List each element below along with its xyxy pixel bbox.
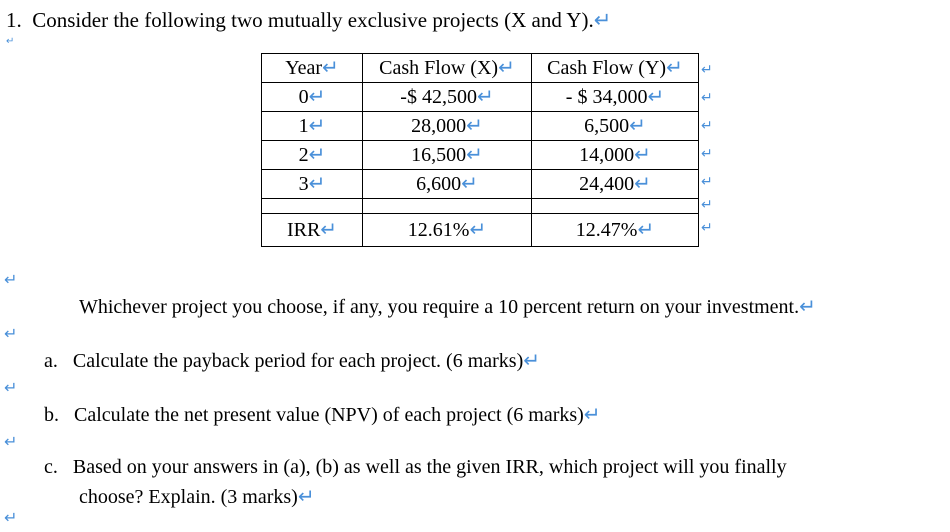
return-mark-icon: ↵ — [701, 197, 713, 213]
cash-flow-table — [261, 53, 699, 247]
question-text: Consider the following two mutually exclusive projects (X and Y). — [32, 8, 594, 32]
return-mark-icon: ↵ — [701, 146, 713, 162]
return-mark-icon: ↵ — [4, 508, 18, 527]
table-row — [262, 83, 699, 112]
return-mark-icon: ↵ — [4, 270, 18, 289]
table-row — [262, 141, 699, 170]
header-cash-flow-y: Cash Flow (Y)↵ — [532, 54, 699, 83]
cell-empty — [363, 199, 532, 214]
item-c: c. Based on your answers in (a), (b) as well as the given IRR, which project will you finally — [44, 456, 787, 478]
cell-irr-x: 12.61%↵ — [363, 214, 532, 247]
question-number: 1. — [6, 8, 22, 32]
return-mark-icon: ↵ — [701, 174, 713, 190]
cell-y: 24,400↵ — [532, 170, 699, 199]
return-mark-icon: ↵ — [701, 90, 713, 106]
cell-y: 6,500↵ — [532, 112, 699, 141]
cell-y: - $ 34,000↵ — [532, 83, 699, 112]
cell-empty — [532, 199, 699, 214]
cell-year: 2↵ — [262, 141, 363, 170]
statement: Whichever project you choose, if any, you require a 10 percent return on your investment.↵ — [79, 294, 816, 318]
return-mark-icon: ↵ — [701, 220, 713, 236]
item-b: b. Calculate the net present value (NPV) of each project (6 marks)↵ — [44, 402, 601, 426]
cell-x: 28,000↵ — [363, 112, 532, 141]
table-row-irr — [262, 214, 699, 247]
return-mark-icon: ↵ — [4, 432, 18, 451]
cell-year: 1↵ — [262, 112, 363, 141]
cell-x: -$ 42,500↵ — [363, 83, 532, 112]
row-end-marks — [701, 56, 721, 242]
cell-irr-y: 12.47%↵ — [532, 214, 699, 247]
table-row — [262, 170, 699, 199]
item-a: a. Calculate the payback period for each project. (6 marks)↵ — [44, 348, 541, 372]
header-year: Year↵ — [262, 54, 363, 83]
cell-empty — [262, 199, 363, 214]
header-cash-flow-x: Cash Flow (X)↵ — [363, 54, 532, 83]
cell-x: 6,600↵ — [363, 170, 532, 199]
cell-irr-label: IRR↵ — [262, 214, 363, 247]
return-mark-icon: ↵ — [4, 378, 18, 397]
table-header-row — [262, 54, 699, 83]
return-mark-icon: ↵ — [701, 118, 713, 134]
return-mark-icon: ↵ — [701, 62, 713, 78]
cell-x: 16,500↵ — [363, 141, 532, 170]
table-row-empty — [262, 199, 699, 214]
table-row — [262, 112, 699, 141]
return-mark-icon: ↵ — [593, 8, 612, 32]
item-c-continued: choose? Explain. (3 marks)↵ — [79, 484, 315, 508]
small-return-mark-icon: ↵ — [6, 36, 15, 47]
question-heading — [6, 8, 611, 33]
cell-year: 3↵ — [262, 170, 363, 199]
cell-year: 0↵ — [262, 83, 363, 112]
cell-y: 14,000↵ — [532, 141, 699, 170]
return-mark-icon: ↵ — [4, 324, 18, 343]
